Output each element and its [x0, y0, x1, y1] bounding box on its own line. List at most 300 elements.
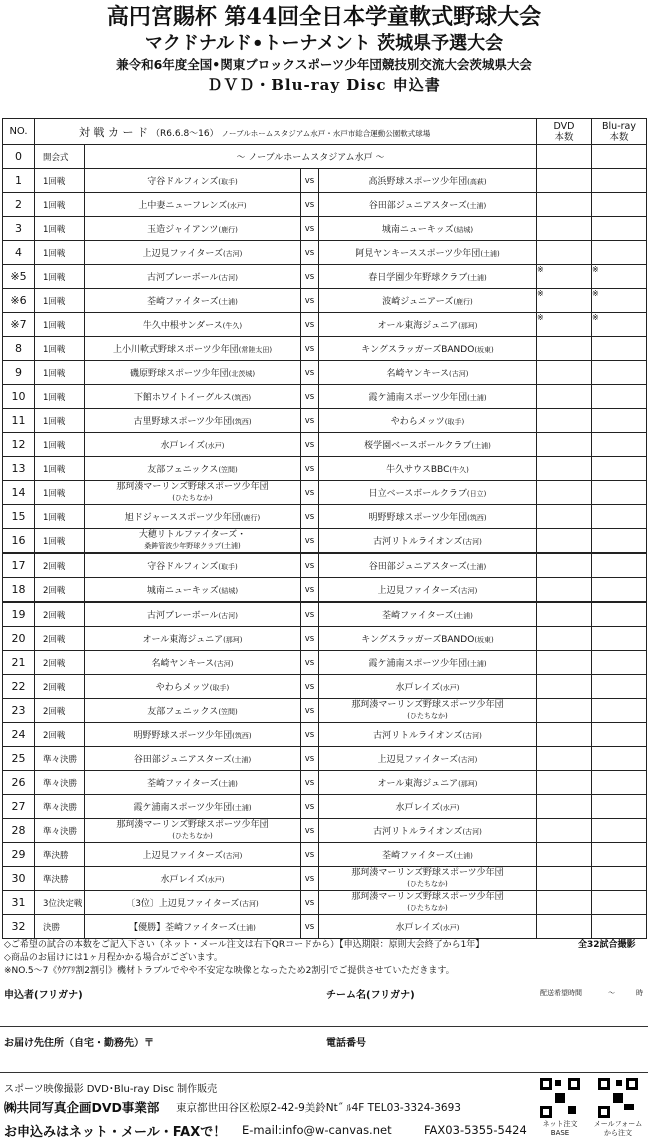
team-region: (筑西) [231, 394, 252, 402]
table-row [3, 409, 647, 433]
team-name: 波崎ジュニアーズ [382, 297, 454, 307]
bluray-qty-cell[interactable]: ※ [592, 289, 647, 313]
row-round: 準々決勝 [35, 819, 85, 843]
team-home [85, 529, 301, 554]
table-row [3, 602, 647, 627]
team-away [319, 241, 537, 265]
team-away [319, 867, 537, 891]
team-name: 荃崎ファイターズ [382, 851, 454, 861]
row-round: 準決勝 [35, 843, 85, 867]
bluray-qty-cell[interactable] [592, 241, 647, 265]
qr-code-mail-icon[interactable] [598, 1078, 638, 1118]
team-home [85, 602, 301, 627]
team-region: (坂東) [474, 346, 494, 354]
vs-label: vs [301, 891, 319, 915]
team-home [85, 891, 301, 915]
team-name: 守谷ドルフィンズ [147, 562, 219, 572]
row-no: 32 [3, 915, 35, 939]
team-home [85, 578, 301, 603]
team-region: (那珂) [458, 780, 478, 788]
bluray-qty-cell[interactable] [592, 891, 647, 915]
team-away [319, 602, 537, 627]
row-no: 30 [3, 867, 35, 891]
dvd-qty-cell[interactable]: ※ [537, 313, 592, 337]
qr-net-caption [530, 1120, 590, 1138]
team-region: (土浦) [231, 756, 252, 764]
form-title: ＤＶＤ・Blu-ray Disc 申込書 [207, 76, 441, 94]
bluray-qty-cell[interactable] [592, 481, 647, 505]
bluray-qty-cell[interactable] [592, 795, 647, 819]
delivery-time-label: 配送希望時間 [540, 989, 582, 997]
team-region: (水戸) [440, 804, 460, 812]
team-name: 上辺見ファイターズ [377, 755, 458, 765]
dvd-qty-cell[interactable] [537, 771, 592, 795]
row-round: 1回戦 [35, 265, 85, 289]
team-name: 明野野球スポーツ少年団 [133, 731, 233, 741]
note-3: ※NO.5～7《ｳｸｱﾘ割2割引》機材トラブルでやや不安定な映像となったため2割引でご提供させていただきます。 [4, 966, 455, 976]
team-name: 谷田部ジュニアスターズ [133, 755, 232, 765]
team-region: (土浦) [453, 852, 473, 860]
bluray-qty-cell[interactable] [592, 385, 647, 409]
team-home [85, 675, 301, 699]
row-round: 3位決定戦 [35, 891, 85, 915]
table-row [3, 891, 647, 915]
dvd-qty-cell[interactable] [537, 578, 592, 603]
team-region: (土浦) [453, 612, 473, 620]
table-row [3, 433, 647, 457]
team-name: 水戸レイズ [395, 683, 440, 693]
team-region: (古河) [218, 612, 238, 620]
team-name: 荃崎ファイターズ [147, 297, 219, 307]
team-home [85, 819, 301, 843]
table-row [3, 867, 647, 891]
col-card [35, 119, 537, 145]
team-away [319, 505, 537, 529]
vs-label: vs [301, 433, 319, 457]
team-region: (笠間) [218, 708, 238, 716]
table-row [3, 289, 647, 313]
dvd-qty-cell[interactable] [537, 145, 592, 169]
bluray-qty-cell[interactable] [592, 699, 647, 723]
vs-label: vs [301, 699, 319, 723]
row-round: 1回戦 [35, 409, 85, 433]
team-away [319, 193, 537, 217]
team-name: 阿見ヤンキーススポーツ少年団 [355, 249, 481, 259]
bluray-qty-cell[interactable] [592, 337, 647, 361]
row-round: 1回戦 [35, 505, 85, 529]
team-name: 明野野球スポーツ少年団 [368, 513, 468, 523]
divider [0, 1026, 648, 1027]
vs-label: vs [301, 771, 319, 795]
team-home [85, 193, 301, 217]
team-away [319, 409, 537, 433]
team-region: (筑西) [467, 514, 487, 522]
team-away [319, 361, 537, 385]
team-region: (水戸) [440, 684, 460, 692]
qr-mail-caption-2: から注文 [604, 1129, 632, 1137]
dvd-qty-cell[interactable] [537, 843, 592, 867]
team-name: 日立ベースボールクラブ [368, 489, 467, 499]
team-region: (ひたちなか) [407, 879, 448, 888]
team-name: 霞ケ浦南スポーツ少年団 [133, 803, 233, 813]
team-home [85, 337, 301, 361]
team-region: (取手) [209, 684, 230, 692]
team-region: (古河) [449, 370, 469, 378]
bluray-qty-cell[interactable] [592, 169, 647, 193]
dvd-qty-cell[interactable] [537, 723, 592, 747]
dvd-qty-cell[interactable] [537, 602, 592, 627]
team-region: (土浦) [466, 563, 487, 571]
vs-label: vs [301, 337, 319, 361]
team-away [319, 675, 537, 699]
team-region: 桑鉾管波少年野球クラブ(土浦) [144, 541, 241, 550]
team-region: (取手) [218, 563, 238, 571]
vs-label: vs [301, 795, 319, 819]
team-home [85, 867, 301, 891]
team-name: 荃崎ファイターズ [147, 779, 219, 789]
row-round: 2回戦 [35, 602, 85, 627]
bluray-qty-cell[interactable] [592, 361, 647, 385]
team-name: オール東海ジュニア [142, 635, 224, 645]
team-home [85, 699, 301, 723]
row-round: 準々決勝 [35, 771, 85, 795]
table-row [3, 241, 647, 265]
team-away [319, 481, 537, 505]
dvd-qty-cell[interactable] [537, 553, 592, 578]
team-region: (古河) [222, 852, 243, 860]
team-name: 荃崎ファイターズ [382, 611, 454, 621]
team-name: 名崎ヤンキース [151, 659, 214, 669]
divider [0, 1072, 648, 1073]
vs-label: vs [301, 193, 319, 217]
dvd-qty-cell[interactable] [537, 747, 592, 771]
dvd-qty-cell[interactable] [537, 795, 592, 819]
team-region: (古河) [462, 732, 482, 740]
team-name: 上辺見ファイターズ [377, 586, 458, 596]
team-home [85, 651, 301, 675]
bluray-qty-cell[interactable] [592, 505, 647, 529]
team-name: 那珂湊マーリンズ野球スポーツ少年団 [116, 819, 269, 830]
team-home [85, 553, 301, 578]
bluray-qty-cell[interactable] [592, 675, 647, 699]
team-name: 城南ニューキッズ [381, 225, 454, 235]
title-main: 高円宮賜杯 第44回全日本学童軟式野球大会 [106, 4, 542, 30]
vs-label: vs [301, 675, 319, 699]
team-away [319, 457, 537, 481]
table-row [3, 675, 647, 699]
row-no: 22 [3, 675, 35, 699]
team-away [319, 433, 537, 457]
title-sub: マクドナルド•トーナメント 茨城県予選大会 [144, 33, 504, 54]
table-row [3, 699, 647, 723]
applicant-label: 申込者(フリガナ) [4, 990, 83, 1001]
table-row [3, 915, 647, 939]
team-region: (土浦) [232, 804, 252, 812]
team-name: オール東海ジュニア [377, 779, 459, 789]
bluray-qty-cell[interactable] [592, 433, 647, 457]
vs-label: vs [301, 602, 319, 627]
team-region: (那珂) [458, 322, 478, 330]
team-name: 友部フェニックス [147, 465, 219, 475]
team-region: (鹿行) [218, 226, 238, 234]
team-home [85, 795, 301, 819]
table-row [3, 819, 647, 843]
row-no: 13 [3, 457, 35, 481]
row-round: 1回戦 [35, 313, 85, 337]
dvd-qty-cell[interactable] [537, 867, 592, 891]
row-no: 15 [3, 505, 35, 529]
team-away [319, 795, 537, 819]
vs-label: vs [301, 169, 319, 193]
bluray-qty-cell[interactable]: ※ [592, 265, 647, 289]
dvd-qty-cell[interactable] [537, 385, 592, 409]
team-name: 春日学園少年野球クラブ [368, 273, 468, 283]
qr-net-caption-1: ネット注文 [542, 1120, 578, 1128]
team-away [319, 891, 537, 915]
bluray-qty-cell[interactable] [592, 553, 647, 578]
row-no: ※6 [3, 289, 35, 313]
team-region: (日立) [466, 490, 487, 498]
table-row [3, 553, 647, 578]
row-no: 8 [3, 337, 35, 361]
team-away [319, 337, 537, 361]
team-home [85, 771, 301, 795]
dvd-qty-cell[interactable] [537, 627, 592, 651]
team-region: (取手) [444, 418, 465, 426]
fax: FAX03-5355-5424 [424, 1123, 527, 1137]
team-home [85, 457, 301, 481]
dvd-qty-cell[interactable] [537, 217, 592, 241]
table-row [3, 723, 647, 747]
team-region: (水戸) [205, 876, 225, 884]
note-2: ◇商品のお届けには1ヶ月程かかる場合がございます。 [4, 953, 223, 963]
dvd-qty-cell[interactable] [537, 699, 592, 723]
dvd-qty-cell[interactable] [537, 819, 592, 843]
dvd-qty-cell[interactable] [537, 915, 592, 939]
apply-text: お申込みはネット・メール・FAXで！ [4, 1125, 227, 1140]
team-region: (常陸太田) [238, 346, 273, 354]
address-label: お届け先住所（自宅・勤務先）〒 [4, 1038, 154, 1049]
bluray-qty-cell[interactable] [592, 651, 647, 675]
vs-label: vs [301, 409, 319, 433]
dvd-qty-cell[interactable] [537, 505, 592, 529]
table-row [3, 771, 647, 795]
bluray-qty-cell[interactable] [592, 457, 647, 481]
team-name: 上小川軟式野球スポーツ少年団 [112, 345, 239, 355]
row-round: 1回戦 [35, 217, 85, 241]
table-row [3, 385, 647, 409]
vs-label: vs [301, 553, 319, 578]
row-no: ※7 [3, 313, 35, 337]
team-region: (取手) [218, 178, 238, 186]
team-home [85, 385, 301, 409]
team-region: (土浦) [471, 442, 491, 450]
team-name: 古河リトルライオンズ [373, 827, 463, 837]
dvd-qty-cell[interactable] [537, 193, 592, 217]
vs-label: vs [301, 651, 319, 675]
team-away [319, 699, 537, 723]
team-region: (土浦) [236, 924, 256, 932]
team-name: 那珂湊マーリンズ野球スポーツ少年団 [351, 699, 504, 710]
dvd-qty-cell[interactable] [537, 433, 592, 457]
vs-label: vs [301, 241, 319, 265]
team-name: 守谷ドルフィンズ [147, 177, 219, 187]
team-name: 【優勝】荃崎ファイターズ [129, 923, 237, 933]
bluray-qty-cell[interactable] [592, 819, 647, 843]
team-away [319, 771, 537, 795]
team-name: 旭ドジャーススポーツ少年団 [124, 513, 241, 523]
bluray-qty-cell[interactable] [592, 145, 647, 169]
row-round: 1回戦 [35, 433, 85, 457]
dvd-qty-cell[interactable] [537, 337, 592, 361]
table-row [3, 193, 647, 217]
row-no: 25 [3, 747, 35, 771]
team-region: (鹿行) [240, 514, 261, 522]
team-home [85, 313, 301, 337]
order-table [2, 118, 647, 939]
table-row [3, 313, 647, 337]
qr-mail-caption-1: メールフォーム [593, 1120, 643, 1128]
table-row [3, 361, 647, 385]
dvd-qty-cell[interactable] [537, 651, 592, 675]
team-away [319, 313, 537, 337]
row-round: 2回戦 [35, 723, 85, 747]
vs-label: vs [301, 217, 319, 241]
team-home [85, 265, 301, 289]
bluray-qty-cell[interactable]: ※ [592, 313, 647, 337]
team-name: 霞ケ浦南スポーツ少年団 [368, 393, 468, 403]
bluray-qty-cell[interactable] [592, 843, 647, 867]
bluray-qty-cell[interactable] [592, 409, 647, 433]
qr-code-net-icon[interactable] [540, 1078, 580, 1118]
dvd-qty-cell[interactable] [537, 675, 592, 699]
col-bluray [592, 119, 647, 145]
team-home [85, 289, 301, 313]
row-no: 3 [3, 217, 35, 241]
row-no: 9 [3, 361, 35, 385]
bluray-qty-cell[interactable] [592, 867, 647, 891]
team-away [319, 723, 537, 747]
team-name: 玉造ジャイアンツ [147, 225, 219, 235]
total-games: 全32試合撮影 [578, 940, 636, 950]
table-row [3, 505, 647, 529]
dvd-qty-cell[interactable] [537, 409, 592, 433]
row-round: 2回戦 [35, 675, 85, 699]
team-region: (土浦) [467, 660, 487, 668]
team-away [319, 843, 537, 867]
vs-label: vs [301, 627, 319, 651]
row-round: 開会式 [35, 145, 85, 169]
team-home [85, 505, 301, 529]
team-away [319, 289, 537, 313]
dvd-qty-cell[interactable]: ※ [537, 265, 592, 289]
row-round: 1回戦 [35, 529, 85, 554]
dvd-qty-cell[interactable] [537, 457, 592, 481]
bluray-qty-cell[interactable] [592, 529, 647, 554]
team-region: (古河) [462, 828, 482, 836]
dvd-qty-cell[interactable] [537, 361, 592, 385]
bluray-qty-cell[interactable] [592, 193, 647, 217]
bluray-qty-cell[interactable] [592, 217, 647, 241]
dvd-qty-cell[interactable] [537, 481, 592, 505]
team-home [85, 843, 301, 867]
row-round: 1回戦 [35, 169, 85, 193]
dvd-qty-cell[interactable] [537, 169, 592, 193]
bluray-qty-cell[interactable] [592, 578, 647, 603]
row-no: 16 [3, 529, 35, 554]
team-region: (ひたちなか) [407, 711, 448, 720]
team-region: (牛久) [449, 466, 469, 474]
team-region: (古河) [239, 900, 259, 908]
bluray-qty-cell[interactable] [592, 723, 647, 747]
team-away [319, 651, 537, 675]
team-region: (高萩) [467, 178, 487, 186]
dvd-qty-cell[interactable] [537, 241, 592, 265]
dvd-qty-cell[interactable] [537, 529, 592, 554]
phone-label: 電話番号 [326, 1038, 366, 1049]
team-region: (北茨城) [228, 370, 256, 378]
team-name: やわらメッツ [155, 683, 210, 693]
team-region: (土浦) [467, 274, 487, 282]
row-round: 2回戦 [35, 553, 85, 578]
bluray-qty-cell[interactable] [592, 602, 647, 627]
team-away [319, 265, 537, 289]
team-home [85, 915, 301, 939]
row-round: 2回戦 [35, 627, 85, 651]
team-away [319, 385, 537, 409]
team-region: (鹿行) [453, 298, 473, 306]
vs-label: vs [301, 481, 319, 505]
row-round: 1回戦 [35, 385, 85, 409]
team-region: (土浦) [466, 202, 487, 210]
vs-label: vs [301, 265, 319, 289]
bluray-qty-cell[interactable] [592, 915, 647, 939]
row-no: 31 [3, 891, 35, 915]
team-region: (結城) [453, 226, 474, 234]
email[interactable]: E-mail:info@w-canvas.net [242, 1123, 392, 1137]
team-name: 水戸レイズ [160, 875, 205, 885]
col-dvd [537, 119, 592, 145]
team-name: 桜学園ベースボールクラブ [364, 441, 472, 451]
card-dates: （R6.6.8～16） [151, 128, 219, 139]
dvd-qty-cell[interactable] [537, 891, 592, 915]
bluray-qty-cell[interactable] [592, 747, 647, 771]
dvd-qty-cell[interactable]: ※ [537, 289, 592, 313]
vs-label: vs [301, 505, 319, 529]
row-round: 2回戦 [35, 651, 85, 675]
team-region: (ひたちなか) [407, 903, 448, 912]
team-label: チーム名(フリガナ) [326, 990, 415, 1001]
vs-label: vs [301, 385, 319, 409]
row-no: 2 [3, 193, 35, 217]
vs-label: vs [301, 457, 319, 481]
team-region: (笠間) [218, 466, 238, 474]
team-name: 〔3位〕上辺見ファイターズ [126, 899, 240, 909]
team-region: (結城) [218, 587, 239, 595]
row-no: 17 [3, 553, 35, 578]
bluray-qty-cell[interactable] [592, 627, 647, 651]
vs-label: vs [301, 843, 319, 867]
vs-label: vs [301, 867, 319, 891]
row-no: 23 [3, 699, 35, 723]
team-home [85, 747, 301, 771]
team-name: 古河ブレーボール [147, 611, 219, 621]
bluray-qty-cell[interactable] [592, 771, 647, 795]
row-no: 11 [3, 409, 35, 433]
team-region: (古河) [222, 250, 243, 258]
team-region: (古河) [214, 660, 234, 668]
team-region: (水戸) [205, 442, 225, 450]
